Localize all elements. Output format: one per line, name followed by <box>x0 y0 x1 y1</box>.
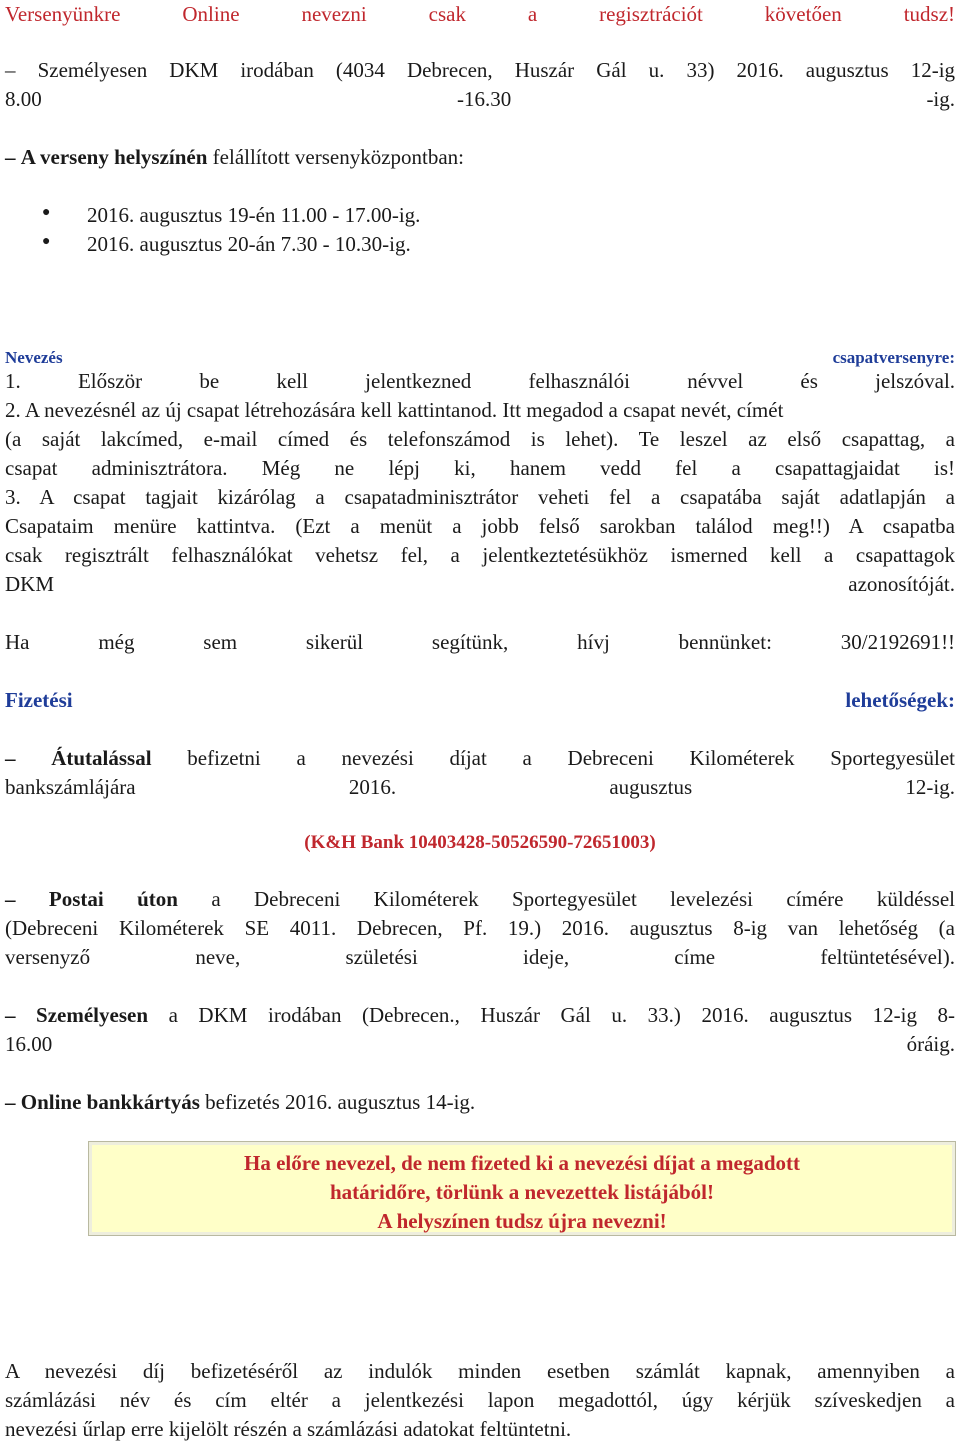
payment-options-heading: Fizetési lehetőségek: <box>5 688 955 712</box>
registration-headline: Versenyünkre Online nevezni csak a regisztrációt követően tudsz! <box>5 2 956 26</box>
invoice-paragraph-line: A nevezési díj befizetéséről az indulók minden esetben számlát kapnak, amennyiben a <box>5 1359 955 1383</box>
personal-payment-hours: 16.00 óráig. <box>5 1032 955 1056</box>
venue-registration-line: – A verseny helyszínén felállított versenyközpontban: <box>5 145 465 169</box>
personal-registration-hours: 8.00 -16.30 -ig. <box>5 87 956 111</box>
warning-text: határidőre, törlünk a nevezettek listájából! <box>330 1180 714 1204</box>
bank-transfer-line: – Átutalással befizetni a nevezési díjat a Debreceni Kilométerek Sportegyesület <box>5 746 956 770</box>
bank-transfer-deadline: bankszámlájára 2016. augusztus 12-ig. <box>5 775 955 799</box>
postal-address-line: (Debreceni Kilométerek SE 4011. Debrecen, Pf. 19.) 2016. augusztus 8-ig van lehetőség (a <box>5 916 955 940</box>
bullet-icon: ● <box>42 234 51 249</box>
team-step-line: (a saját lakcímed, e-mail címed és telefonszámod is lehet). Te leszel az első csapattag, a <box>5 427 955 451</box>
team-step-line: DKM azonosítóját. <box>5 572 955 596</box>
team-step-line: csapat adminisztrátora. Még ne lépj ki, hanem vedd fel a csapattagjaidat is! <box>5 456 955 480</box>
team-step-3: 3. A csapat tagjait kizárólag a csapatadminisztrátor veheti fel a csapatába saját adatlapján a <box>5 485 955 509</box>
team-step-2: 2. A nevezésnél az új csapat létrehozására kell kattintanod. Itt megadod a csapat nevét, címét <box>5 398 784 422</box>
personal-payment-line: – Személyesen a DKM irodában (Debrecen., Huszár Gál u. 33.) 2016. augusztus 12-ig 8- <box>5 1003 955 1027</box>
bank-account-number: (K&H Bank 10403428-50526590-72651003) <box>304 832 656 853</box>
postal-details-line: versenyző neve, születési ideje, címe feltüntetésével). <box>5 945 956 969</box>
team-step-line: Csapataim menüre kattintva. (Ezt a menüt a jobb felső sarokban találod meg!!) A csapatba <box>5 514 955 538</box>
venue-date-item: 2016. augusztus 20-án 7.30 - 10.30-ig. <box>87 232 411 256</box>
team-step-1: 1. Először be kell jelentkezned felhasználói névvel és jelszóval. <box>5 369 956 393</box>
warning-text: A helyszínen tudsz újra nevezni! <box>377 1209 667 1233</box>
invoice-paragraph-line: számlázási név és cím eltér a jelentkezési lapon megadottól, úgy kérjük szíveskedjen a <box>5 1388 955 1412</box>
venue-date-item: 2016. augusztus 19-én 11.00 - 17.00-ig. <box>87 203 421 227</box>
bullet-icon: ● <box>42 205 51 220</box>
invoice-paragraph-line: nevezési űrlap erre kijelölt részén a számlázási adatokat feltüntetni. <box>5 1417 572 1441</box>
warning-text: Ha előre nevezel, de nem fizeted ki a nevezési díjat a megadott <box>244 1151 800 1175</box>
team-step-line: csak regisztrált felhasználókat vehetsz fel, a jelentkeztetésükhöz ismerned kell a csapattagok <box>5 543 955 567</box>
online-payment-line: – Online bankkártyás befizetés 2016. augusztus 14-ig. <box>5 1090 476 1114</box>
postal-payment-line: – Postai úton a Debreceni Kilométerek Sportegyesület levelezési címére küldéssel <box>5 887 955 911</box>
team-registration-heading: Nevezés csapatversenyre: <box>5 348 955 367</box>
help-line: Ha még sem sikerül segítünk, hívj bennünket: 30/2192691!! <box>5 630 956 654</box>
personal-registration-line: – Személyesen DKM irodában (4034 Debrecen, Huszár Gál u. 33) 2016. augusztus 12-ig <box>5 58 956 82</box>
